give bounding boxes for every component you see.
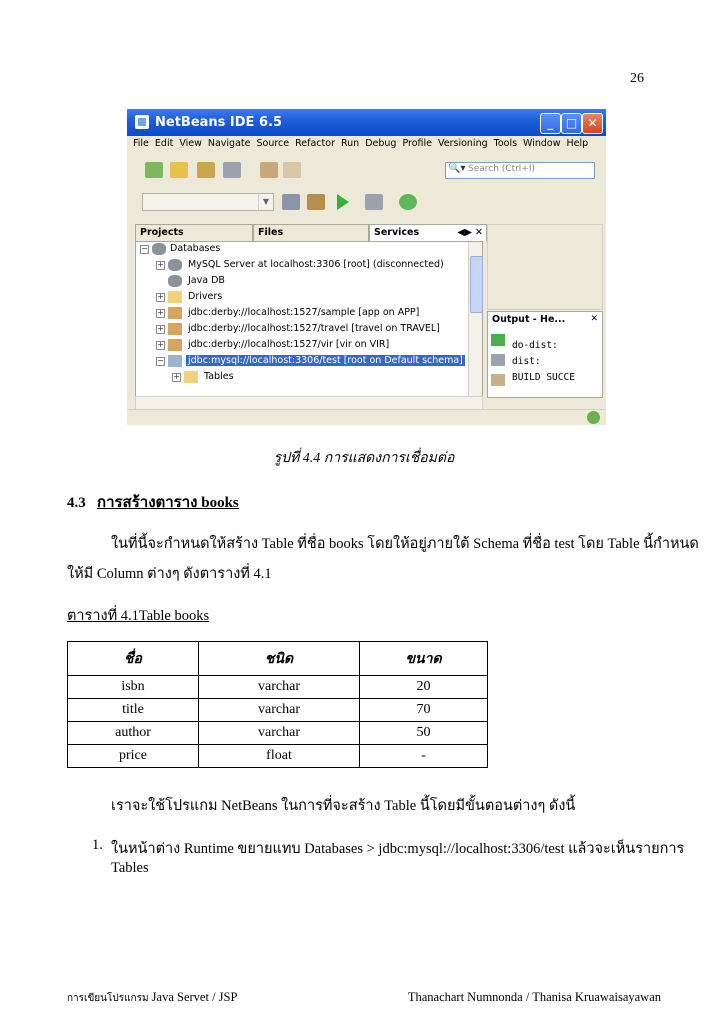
- netbeans-logo-icon: [135, 115, 149, 129]
- maximize-icon[interactable]: □: [561, 113, 582, 134]
- explorer-tabs: [135, 224, 485, 241]
- tab-services[interactable]: Services ◀▶ ✕: [369, 224, 487, 241]
- notification-icon[interactable]: [587, 411, 600, 424]
- figure-caption: รูปที่ 4.4 การแสดงการเชื่อมต่อ: [273, 451, 455, 466]
- table-header-row: [68, 642, 488, 676]
- clean-build-icon[interactable]: [307, 194, 325, 210]
- step-1-text-cont: Tables: [111, 860, 149, 876]
- paragraph-2: เราจะใช้โปรแกม NetBeans ในการที่จะสร้าง Table นี้โดยมีขั้นตอนต่างๆ ดังนี้: [111, 798, 576, 814]
- menu-run[interactable]: Run: [340, 138, 360, 149]
- status-bar: [127, 409, 606, 425]
- folder-icon: [168, 291, 182, 303]
- close-tab-icon[interactable]: ✕: [475, 227, 483, 238]
- vertical-scrollbar[interactable]: [468, 242, 482, 397]
- profile-icon[interactable]: [399, 194, 417, 210]
- window-title: NetBeans IDE 6.5: [155, 115, 282, 130]
- menu-navigate[interactable]: Navigate: [207, 138, 251, 149]
- footer-right: Thanachart Numnonda / Thanisa Kruawaisayawan: [407, 990, 661, 1004]
- close-icon[interactable]: ✕: [590, 314, 598, 324]
- menu-help[interactable]: Help: [566, 138, 589, 149]
- redo-icon[interactable]: [283, 162, 301, 178]
- config-combo[interactable]: [142, 193, 274, 211]
- tab-files[interactable]: Files: [253, 224, 369, 242]
- netbeans-screenshot: [127, 109, 606, 425]
- menu-versioning[interactable]: Versioning: [438, 138, 488, 149]
- connection-icon: [168, 355, 182, 367]
- page-number: 26: [630, 71, 644, 86]
- database-icon: [152, 243, 166, 255]
- menu-file[interactable]: File: [133, 138, 149, 149]
- run-icon[interactable]: [337, 194, 349, 210]
- menu-window[interactable]: Window: [523, 138, 561, 149]
- table-row: author varchar 50: [68, 722, 488, 745]
- search-icon: 🔍▾: [448, 163, 466, 174]
- menu-bar: [133, 138, 594, 154]
- menu-edit[interactable]: Edit: [154, 138, 174, 149]
- save-all-icon[interactable]: [223, 162, 241, 178]
- menu-tools[interactable]: Tools: [493, 138, 518, 149]
- table-row: price float -: [68, 745, 488, 768]
- menu-refactor[interactable]: Refactor: [295, 138, 335, 149]
- column-header: ชนิด: [199, 642, 360, 676]
- minimize-icon[interactable]: _: [540, 113, 561, 134]
- tab-projects[interactable]: Projects: [135, 224, 253, 242]
- services-panel: − Databases + MySQL Server at localhost:3306 [root] (disconnected) Java DB + Drivers + jdbc:derby://localhost:1527/sample [app on APP] + jdbc:derby://localhost:1527/travel [travel on TRAVEL] + jdbc:derby://localhost:1527/vir [vir on VIR] − jdbc:mysql://localhost:3306/test [root on Default schema] + Tables: [135, 241, 483, 398]
- rerun-icon[interactable]: [491, 334, 505, 346]
- close-icon[interactable]: ✕: [582, 113, 603, 134]
- paragraph-1: ในที่นี้จะกำหนดให้สร้าง Table ที่ชื่อ books โดยให้อยู่ภายใต้ Schema ที่ชื่อ test โดย Table นี้กำหนด: [111, 536, 699, 552]
- menu-debug[interactable]: Debug: [365, 138, 397, 149]
- connection-icon: [168, 339, 182, 351]
- server-icon: [168, 275, 182, 287]
- server-icon: [168, 259, 182, 271]
- search-input[interactable]: 🔍▾ Search (Ctrl+I): [445, 162, 595, 179]
- new-project-icon[interactable]: [170, 162, 188, 178]
- footer-left: การเขียนโปรแกรม Java Servet / JSP: [67, 990, 238, 1004]
- connection-icon: [168, 323, 182, 335]
- table-row: title varchar 70: [68, 699, 488, 722]
- settings-icon[interactable]: [491, 374, 505, 386]
- step-number: 1.: [92, 837, 103, 853]
- table-caption: ตารางที่ 4.1Table books: [67, 608, 210, 624]
- section-heading: 4.3 การสร้างตาราง books: [67, 495, 239, 511]
- debug-icon[interactable]: [365, 194, 383, 210]
- menu-profile[interactable]: Profile: [402, 138, 432, 149]
- undo-icon[interactable]: [260, 162, 278, 178]
- folder-icon: [184, 371, 198, 383]
- horizontal-scrollbar[interactable]: [135, 396, 483, 410]
- column-header: ชื่อ: [68, 642, 199, 676]
- new-file-icon[interactable]: [145, 162, 163, 178]
- paragraph-1-cont: ให้มี Column ต่างๆ ดังตารางที่ 4.1: [67, 566, 272, 582]
- stop-icon[interactable]: [491, 354, 505, 366]
- books-table: [67, 641, 488, 768]
- table-row: isbn varchar 20: [68, 676, 488, 699]
- restore-icon[interactable]: ◀▶: [457, 227, 472, 238]
- menu-source[interactable]: Source: [256, 138, 290, 149]
- menu-view[interactable]: View: [179, 138, 202, 149]
- open-project-icon[interactable]: [197, 162, 215, 178]
- chevron-down-icon: ▼: [258, 194, 273, 210]
- output-panel: Output - He... ✕ do-dist: dist: BUILD SUCCE: [487, 311, 603, 398]
- column-header: ขนาด: [360, 642, 488, 676]
- build-icon[interactable]: [282, 194, 300, 210]
- connection-icon: [168, 307, 182, 319]
- output-title[interactable]: Output - He...: [492, 314, 566, 325]
- step-1-text: ในหน้าต่าง Runtime ขยายแทบ Databases > jdbc:mysql://localhost:3306/test แล้วจะเห็นรายการ: [111, 841, 685, 857]
- editor-area: [487, 224, 603, 310]
- window-titlebar: [127, 109, 606, 136]
